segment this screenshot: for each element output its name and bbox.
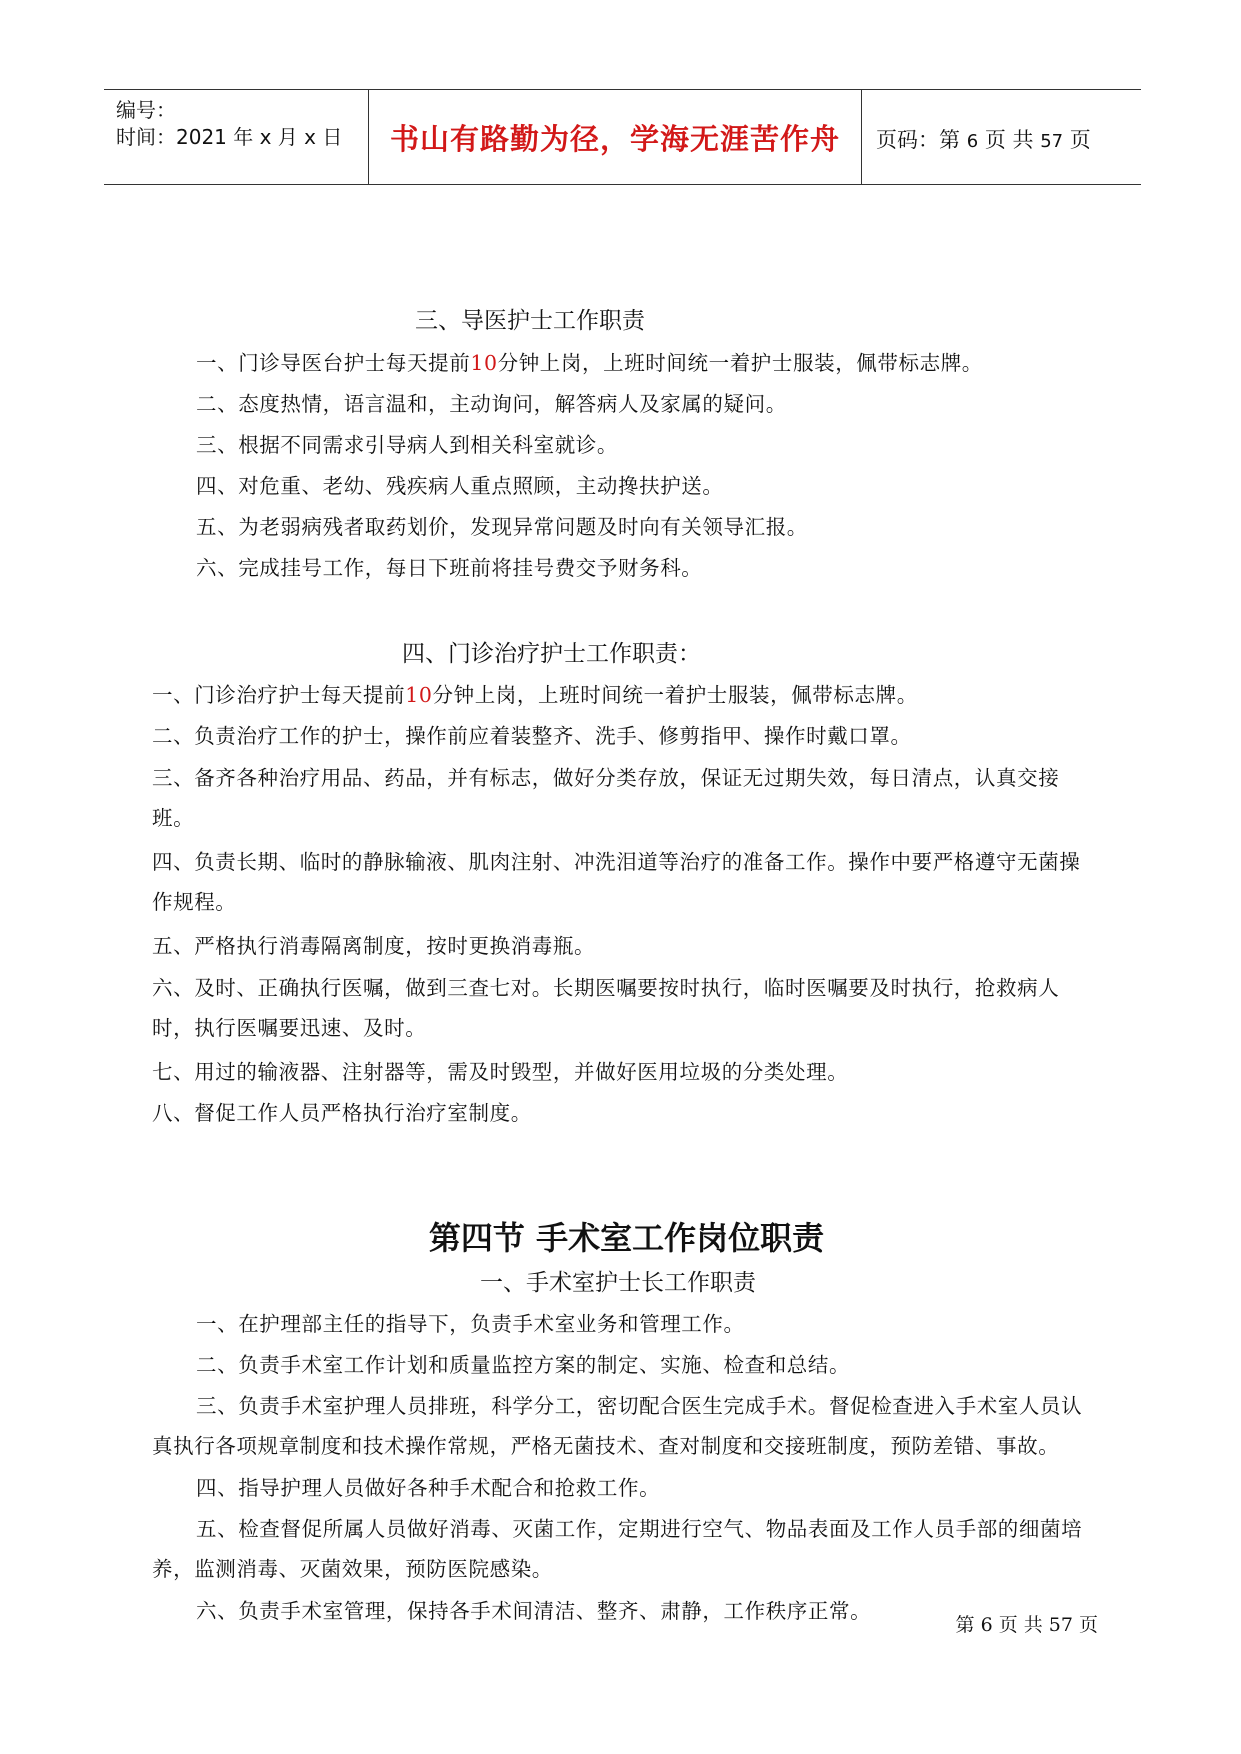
header-motto-cell [369,90,862,184]
document-number-label: 编号： [116,98,176,122]
paragraph: 六、及时、正确执行医嘱，做到三查七对。长期医嘱要按时执行，临时医嘱要及时执行，抢救病人时，执行医嘱要迅速、及时。 [152,976,1060,1040]
paragraph: 五、为老弱病残者取药划价，发现异常问题及时向有关领导汇报。 [196,515,808,539]
paragraph: 二、负责手术室工作计划和质量监控方案的制定、实施、检查和总结。 [196,1353,851,1377]
text-span: 分钟上岗，上班时间统一着护士服装，佩带标志牌。 [432,683,918,707]
paragraph: 三、负责手术室护理人员排班，科学分工，密切配合医生完成手术。督促检查进入手术室人员认真执行各项规章制度和技术操作常规，严格无菌技术、查对制度和交接班制度，预防差错、事故。 [152,1394,1083,1458]
section-title-guide-nurse: 三、导医护士工作职责 [415,308,645,334]
paragraph: 六、完成挂号工作，每日下班前将挂号费交予财务科。 [196,556,703,580]
paragraph: 一、在护理部主任的指导下，负责手术室业务和管理工作。 [196,1312,745,1336]
text-span: 一、门诊治疗护士每天提前 [152,683,406,707]
paragraph: 五、严格执行消毒隔离制度，按时更换消毒瓶。 [152,934,596,958]
header-page-number [876,124,1091,154]
text-span: 一、门诊导医台护士每天提前 [196,351,471,375]
paragraph: 六、负责手术室管理，保持各手术间清洁、整齐、肃静，工作秩序正常。 [196,1599,872,1623]
text-span: 分钟上岗，上班时间统一着护士服装，佩带标志牌。 [497,351,983,375]
paragraph: 二、负责治疗工作的护士，操作前应着装整齐、洗手、修剪指甲、操作时戴口罩。 [152,724,912,748]
paragraph [152,675,1101,715]
paragraph: 三、根据不同需求引导病人到相关科室就诊。 [196,433,618,457]
document-time-label: 时间：2021 年 x 月 x 日 [116,125,343,149]
page-mid: 页 共 [984,128,1034,152]
section-title-head-nurse: 一、手术室护士长工作职责 [480,1270,756,1296]
paragraph: 五、检查督促所属人员做好消毒、灭菌工作，定期进行空气、物品表面及工作人员手部的细菌培养，监测消毒、灭菌效果，预防医院感染。 [152,1517,1083,1581]
page-current: 6 [966,131,979,152]
paragraph: 三、备齐各种治疗用品、药品，并有标志，做好分类存放，保证无过期失效，每日清点，认真交接班。 [152,766,1060,830]
page-suffix: 页 [1069,128,1091,152]
paragraph [152,343,1101,383]
paragraph: 七、用过的输液器、注射器等，需及时毁型，并做好医用垃圾的分类处理。 [152,1060,849,1084]
page-header [104,89,1141,185]
header-page-cell [862,90,1141,184]
highlight-number: 10 [470,351,498,375]
paragraph: 四、对危重、老幼、残疾病人重点照顾，主动搀扶护送。 [196,474,724,498]
paragraph: 二、态度热情，语言温和，主动询问，解答病人及家属的疑问。 [196,392,787,416]
page-total: 57 [1040,131,1064,152]
page-prefix: 页码：第 [876,128,960,152]
page-footer: 第 6 页 共 57 页 [955,1614,1098,1636]
paragraph: 八、督促工作人员严格执行治疗室制度。 [152,1101,532,1125]
section-title-treatment-nurse: 四、门诊治疗护士工作职责： [402,641,701,667]
paragraph: 四、负责长期、临时的静脉输液、肌肉注射、冲洗泪道等治疗的准备工作。操作中要严格遵守无菌操作规程。 [152,850,1081,914]
highlight-number: 10 [405,683,433,707]
paragraph: 四、指导护理人员做好各种手术配合和抢救工作。 [196,1476,661,1500]
header-motto: 书山有路勤为径，学海无涯苦作舟 [389,122,840,156]
header-info-cell [104,90,369,184]
chapter-title: 第四节 手术室工作岗位职责 [428,1219,825,1257]
